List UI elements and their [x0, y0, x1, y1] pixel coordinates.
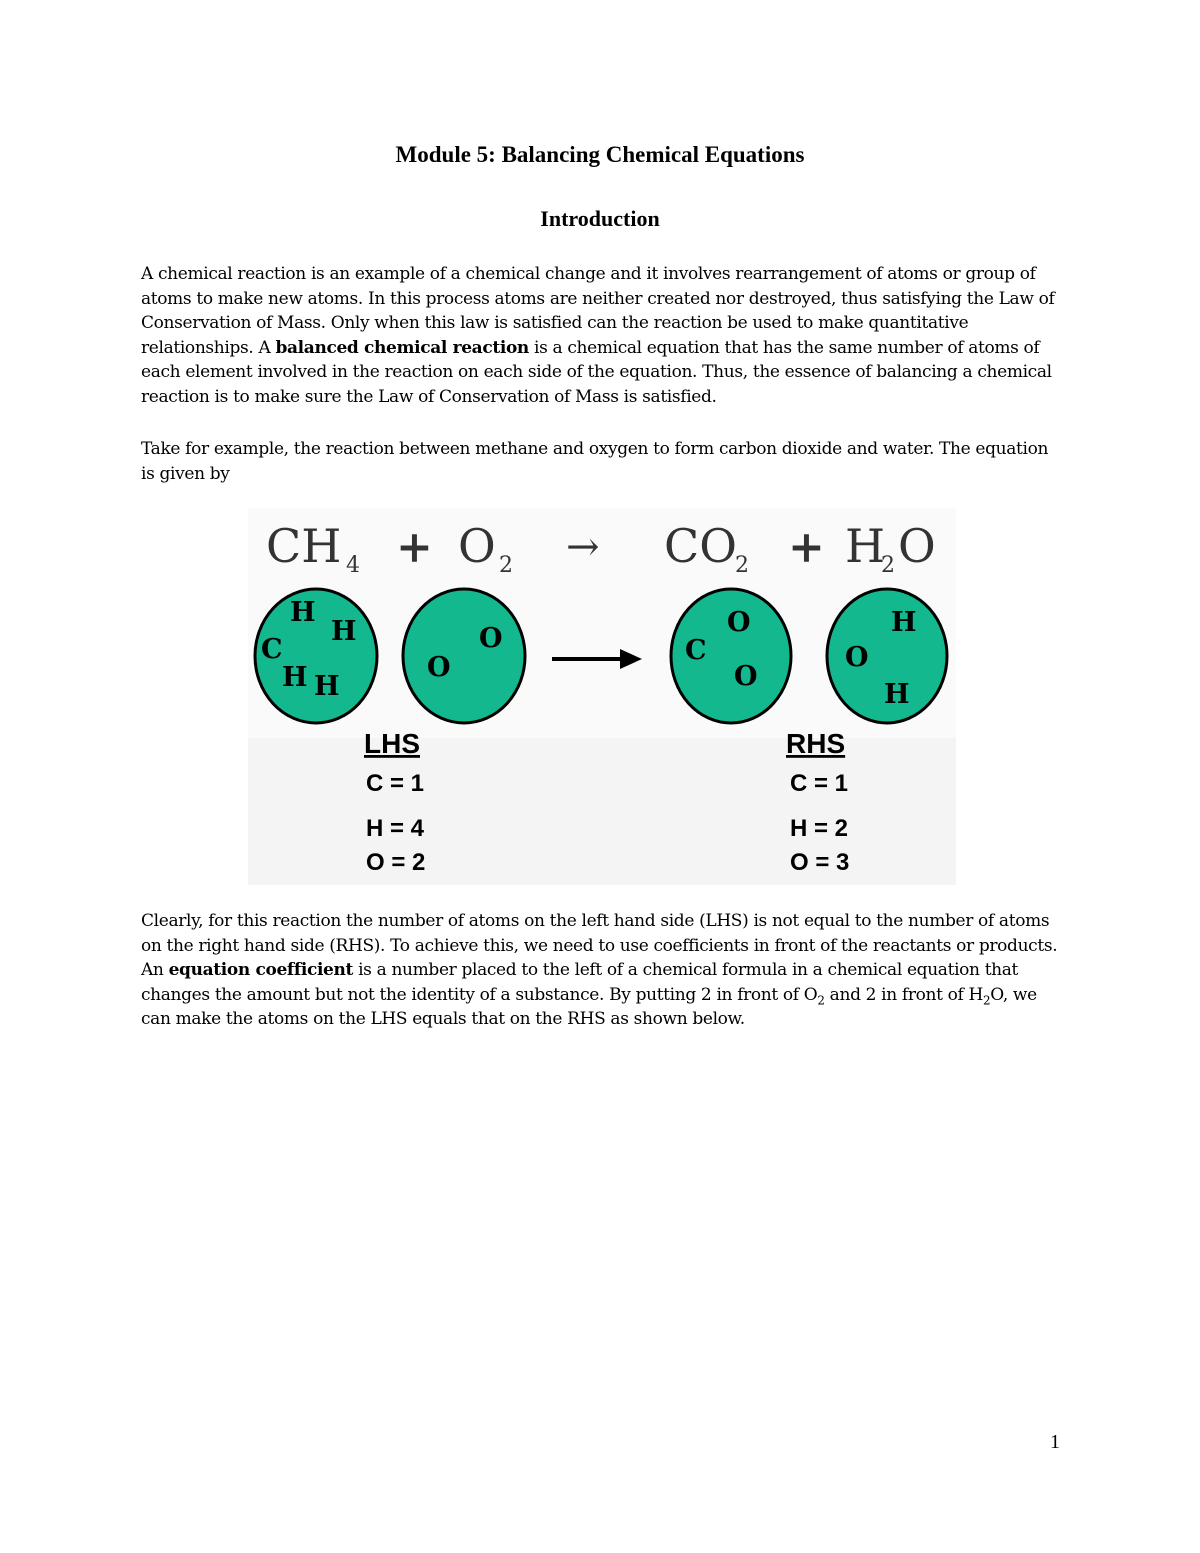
lhs-hydrogen-count: H = 4 — [366, 815, 425, 842]
o2-subscript: 2 — [817, 993, 825, 1008]
methane-molecule — [255, 589, 377, 723]
reaction-diagram — [248, 508, 956, 885]
count-panel — [248, 738, 956, 885]
plus-sign-1: + — [396, 522, 433, 573]
reaction-arrow: → — [566, 524, 600, 570]
formula-ch4: CH — [266, 519, 342, 573]
oxygen-atom-o1: O — [479, 623, 503, 654]
formula-ch4-subscript: 4 — [346, 553, 360, 578]
rhs-oxygen-count: O = 3 — [790, 849, 850, 876]
methane-atom-c: C — [261, 634, 283, 665]
water-molecule — [827, 589, 947, 723]
section-heading: Introduction — [540, 206, 660, 231]
intro-paragraph — [141, 262, 1061, 410]
carbon-dioxide-atom-c: C — [685, 635, 707, 666]
water-atom-h2: H — [884, 679, 910, 710]
intro-text-1: A chemical reaction is an example of a chemical change and it involves rearrangement of atoms or group of atoms to make new atoms. In this process atoms are neither created nor destroyed, thus satisfying the Law of Conservation of Mass. Only when this law is satisfied can the reaction be used to make quantitative relationships. A — [141, 264, 1055, 358]
example-paragraph: Take for example, the reaction between methane and oxygen to form carbon dioxide and water. The equation is given by — [141, 439, 1049, 484]
carbon-dioxide-atom-o1: O — [727, 607, 751, 638]
plus-sign-2: + — [788, 522, 825, 573]
methane-atom-h1: H — [290, 597, 316, 628]
carbon-dioxide-atom-o2: O — [734, 661, 758, 692]
rhs-label: RHS — [786, 728, 846, 759]
formula-o2-subscript: 2 — [499, 553, 513, 578]
lhs-carbon-count: C = 1 — [366, 770, 425, 797]
coeff-text-3: and 2 in front of H — [824, 984, 984, 1005]
lhs-label: LHS — [364, 728, 420, 759]
oxygen-molecule — [403, 589, 525, 723]
formula-o2: O — [458, 519, 496, 573]
formula-h2o-o: O — [898, 519, 936, 573]
carbon-dioxide-molecule — [671, 589, 791, 723]
h2o-subscript: 2 — [983, 993, 991, 1008]
coeff-text-2: is a number placed to the left of a chemical formula in a chemical equation that changes the amount but not the identity of a substance. By putting 2 in front of O — [141, 960, 1019, 1005]
lhs-oxygen-count: O = 2 — [366, 849, 426, 876]
formula-h2o-subscript: 2 — [881, 553, 895, 578]
term-equation-coefficient: equation coefficient — [168, 960, 354, 981]
methane-atom-h2: H — [331, 616, 357, 647]
oxygen-circle — [403, 589, 525, 723]
methane-atom-h3: H — [282, 662, 308, 693]
intro-text-2: is a chemical equation that has the same number of atoms of each element involved in the reaction on each side of the equation. Thus, the essence of balancing a chemical reaction is to make sure the Law of Conservation of Mass is satisfied. — [141, 337, 1052, 407]
formula-co2-subscript: 2 — [735, 553, 749, 578]
rhs-carbon-count: C = 1 — [790, 770, 849, 797]
term-balanced-chemical-reaction: balanced chemical reaction — [275, 337, 529, 358]
reaction-figure — [248, 508, 956, 885]
coeff-text-1: Clearly, for this reaction the number of atoms on the left hand side (LHS) is not equal to the number of atoms on the right hand side (RHS). To achieve this, we need to use coefficients in front of the reactants or products. An — [141, 911, 1058, 981]
coeff-text-4: O, we can make the atoms on the LHS equals that on the RHS as shown below. — [141, 984, 1037, 1030]
water-atom-h1: H — [891, 607, 917, 638]
water-atom-o: O — [845, 642, 869, 673]
document-title: Module 5: Balancing Chemical Equations — [395, 142, 805, 167]
page-number: 1 — [1050, 1431, 1060, 1453]
methane-atom-h4: H — [314, 671, 340, 702]
formula-h2o-h: H — [845, 519, 886, 573]
coefficient-paragraph — [141, 909, 1061, 1032]
formula-co2: CO — [664, 519, 737, 573]
oxygen-atom-o2: O — [427, 652, 451, 683]
rhs-hydrogen-count: H = 2 — [790, 815, 849, 842]
